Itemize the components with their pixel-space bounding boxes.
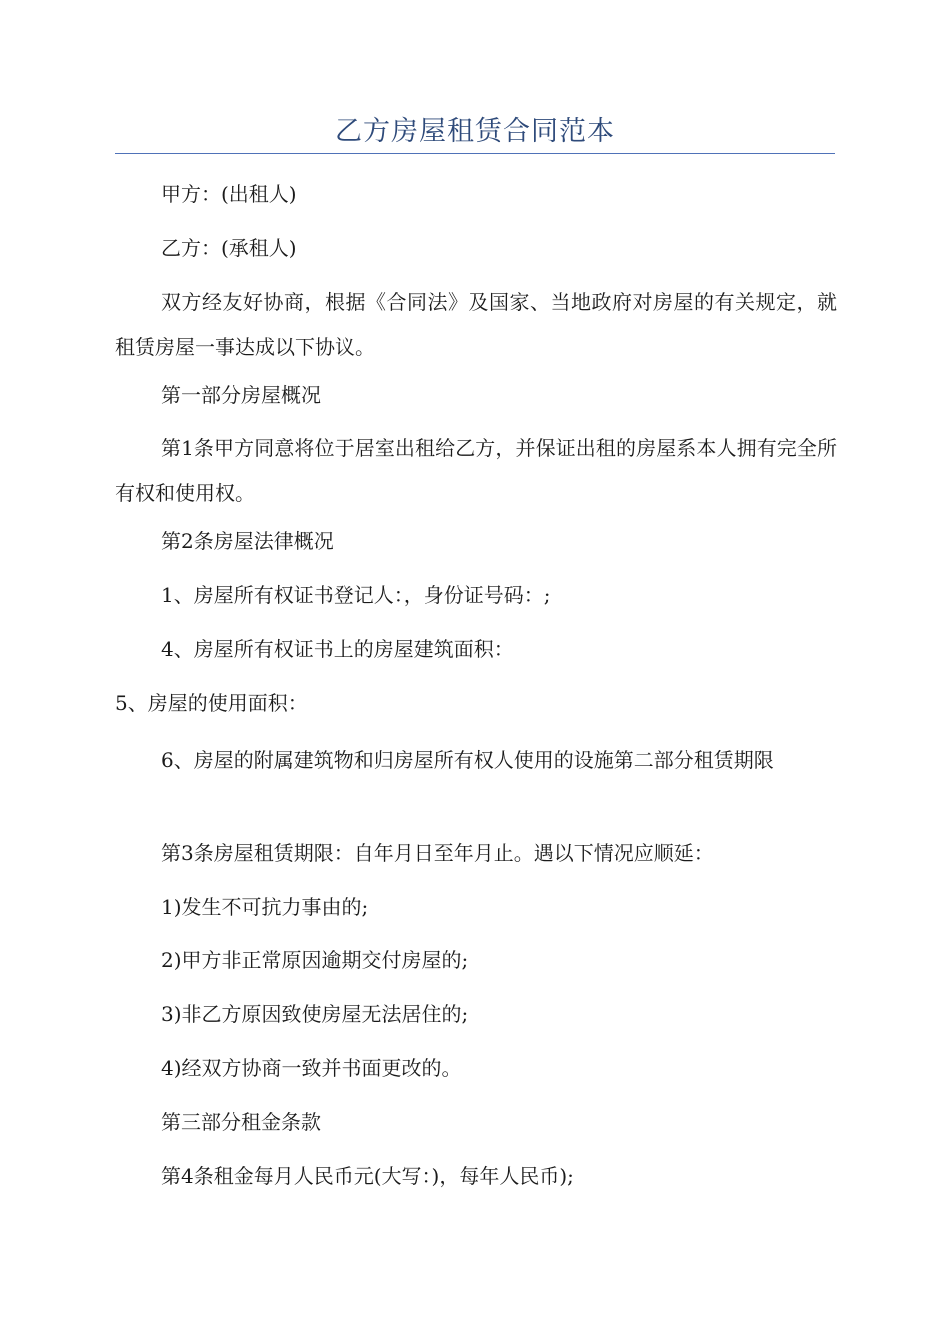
paragraph-item-4: 4、房屋所有权证书上的房屋建筑面积：: [161, 637, 514, 661]
paragraph-article-2: 第2条房屋法律概况: [161, 529, 334, 553]
paragraph-condition-4: 4)经双方协商一致并书面更改的。: [161, 1056, 462, 1080]
paragraph-party-b: 乙方：(承租人): [161, 236, 297, 260]
title-underline: [115, 153, 835, 154]
paragraph-part-three-heading: 第三部分租金条款: [161, 1110, 321, 1134]
paragraph-item-5: 5、房屋的使用面积：: [115, 691, 308, 715]
paragraph-condition-2: 2)甲方非正常原因逾期交付房屋的;: [161, 948, 469, 972]
paragraph-item-6: 6、房屋的附属建筑物和归房屋所有权人使用的设施第二部分租赁期限: [161, 748, 774, 772]
paragraph-article-1: 第1条甲方同意将位于居室出租给乙方，并保证出租的房屋系本人拥有完全所有权和使用权。: [115, 436, 837, 505]
paragraph-article-3: 第3条房屋租赁期限：自年月日至年月止。遇以下情况应顺延：: [161, 841, 714, 865]
paragraph-part-one-heading: 第一部分房屋概况: [161, 383, 321, 407]
paragraph-party-a: 甲方：(出租人): [161, 182, 297, 206]
paragraph-condition-3: 3)非乙方原因致使房屋无法居住的;: [161, 1002, 469, 1026]
document-title: 乙方房屋租赁合同范本: [335, 116, 615, 147]
paragraph-article-4: 第4条租金每月人民币元(大写：)，每年人民币);: [161, 1164, 574, 1188]
paragraph-agreement-intro: 双方经友好协商，根据《合同法》及国家、当地政府对房屋的有关规定，就租赁房屋一事达成以下协议。: [115, 290, 837, 359]
paragraph-condition-1: 1)发生不可抗力事由的;: [161, 895, 369, 919]
paragraph-item-1: 1、房屋所有权证书登记人：，身份证号码：;: [161, 583, 551, 607]
